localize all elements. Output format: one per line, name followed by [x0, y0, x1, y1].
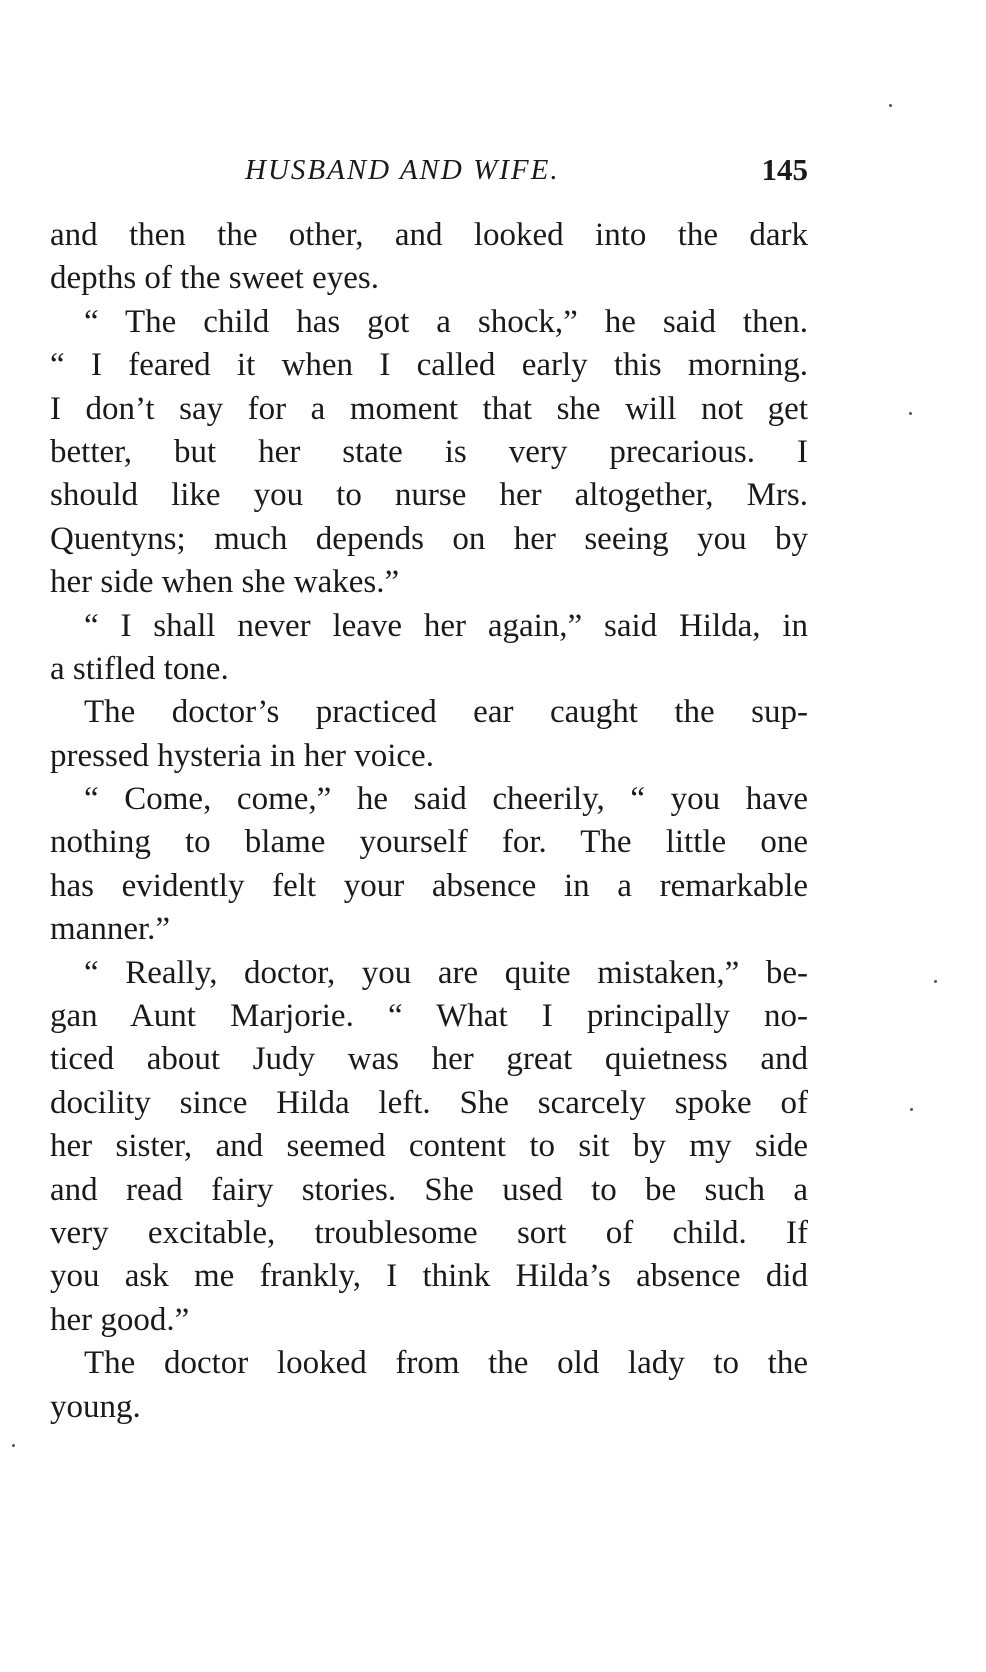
running-head	[50, 148, 808, 192]
text-line: should like you to nurse her altogether, Mrs.	[50, 477, 808, 514]
text-line: better, but her state is very precarious. I	[50, 433, 808, 470]
text-line: “ I shall never leave her again,” said Hilda, in	[84, 607, 808, 644]
text-line: The doctor looked from the old lady to the	[84, 1345, 808, 1382]
text-line: depths of the sweet eyes.	[50, 260, 379, 297]
text-line: Quentyns; much depends on her seeing you by	[50, 520, 808, 557]
text-line: a stifled tone.	[50, 650, 229, 687]
body-text	[50, 214, 808, 1429]
text-line: her sister, and seemed content to sit by my side	[50, 1128, 808, 1165]
text-line: “ The child has got a shock,” he said then.	[84, 303, 808, 340]
text-line: pressed hysteria in her voice.	[50, 737, 434, 774]
text-line: and then the other, and looked into the dark	[50, 217, 808, 253]
text-line: young.	[50, 1388, 141, 1425]
text-line: and read fairy stories. She used to be such a	[50, 1171, 808, 1208]
paper-speck	[934, 980, 937, 983]
text-line: “ Come, come,” he said cheerily, “ you have	[84, 781, 808, 818]
text-line: nothing to blame yourself for. The little one	[50, 824, 808, 861]
text-line: I don’t say for a moment that she will not get	[50, 390, 808, 427]
text-line: ticed about Judy was her great quietness and	[50, 1041, 808, 1078]
text-line: docility since Hilda left. She scarcely spoke of	[50, 1084, 808, 1121]
text-line: her good.”	[50, 1301, 190, 1338]
text-line: The doctor’s practiced ear caught the sup-	[84, 694, 808, 731]
text-line: has evidently felt your absence in a remarkable	[50, 867, 808, 904]
text-line: “ Really, doctor, you are quite mistaken,” be-	[84, 954, 808, 991]
paper-speck	[12, 1444, 15, 1447]
paper-speck	[910, 1108, 913, 1111]
text-line: you ask me frankly, I think Hilda’s absence did	[50, 1258, 808, 1295]
text-line: “ I feared it when I called early this morning.	[50, 347, 808, 384]
text-line: very excitable, troublesome sort of child. If	[50, 1214, 808, 1251]
page-number: 145	[761, 152, 808, 187]
text-line: manner.”	[50, 911, 171, 948]
running-title: HUSBAND AND WIFE.	[245, 154, 560, 186]
text-line: her side when she wakes.”	[50, 564, 400, 601]
paper-speck	[909, 412, 912, 415]
paper-speck	[889, 104, 892, 107]
text-line: gan Aunt Marjorie. “ What I principally no-	[50, 998, 808, 1035]
